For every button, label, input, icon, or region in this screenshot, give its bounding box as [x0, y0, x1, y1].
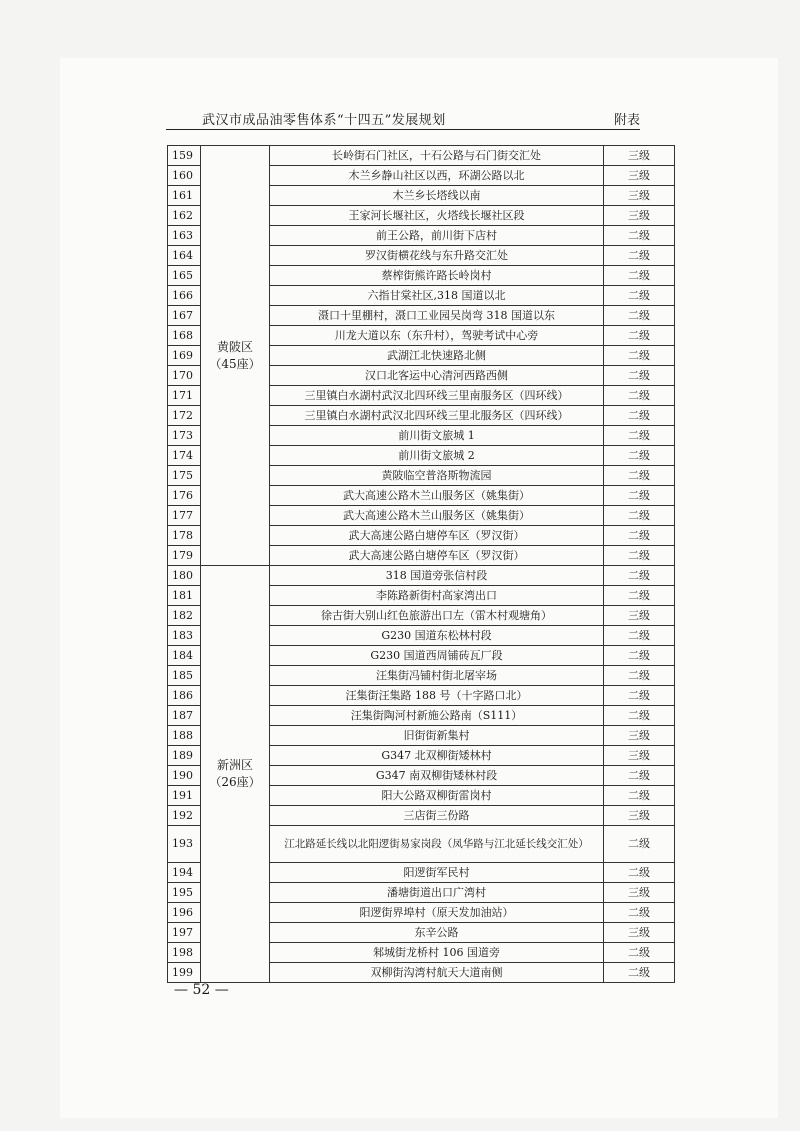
level-cell: 二级	[604, 863, 675, 883]
level-cell: 二级	[604, 566, 675, 586]
level-cell: 二级	[604, 903, 675, 923]
level-cell: 二级	[604, 706, 675, 726]
row-number: 160	[168, 166, 201, 186]
row-number: 167	[168, 306, 201, 326]
row-number: 172	[168, 406, 201, 426]
row-number: 181	[168, 586, 201, 606]
location-cell: 汪集街冯铺村街北屠宰场	[270, 666, 604, 686]
level-cell: 二级	[604, 546, 675, 566]
row-number: 169	[168, 346, 201, 366]
location-cell: 318 国道旁张信村段	[270, 566, 604, 586]
location-cell: G347 北双柳街矮林村	[270, 746, 604, 766]
level-cell: 二级	[604, 786, 675, 806]
location-cell: 蔡榨街熊许路长岭岗村	[270, 266, 604, 286]
row-number: 173	[168, 426, 201, 446]
level-cell: 二级	[604, 266, 675, 286]
location-cell: 前川街文旅城 2	[270, 446, 604, 466]
location-cell: 三里镇白水湖村武汉北四环线三里北服务区（四环线）	[270, 406, 604, 426]
level-cell: 二级	[604, 226, 675, 246]
location-cell: G347 南双柳街矮林村段	[270, 766, 604, 786]
location-cell: 前王公路，前川街下店村	[270, 226, 604, 246]
level-cell: 二级	[604, 826, 675, 863]
level-cell: 二级	[604, 406, 675, 426]
location-cell: 木兰乡静山社区以西，环湖公路以北	[270, 166, 604, 186]
level-cell: 二级	[604, 943, 675, 963]
row-number: 186	[168, 686, 201, 706]
row-number: 175	[168, 466, 201, 486]
row-number: 196	[168, 903, 201, 923]
level-cell: 二级	[604, 286, 675, 306]
location-cell: 武大高速公路木兰山服务区（姚集街）	[270, 506, 604, 526]
station-table	[167, 145, 675, 983]
level-cell: 二级	[604, 766, 675, 786]
row-number: 165	[168, 266, 201, 286]
row-number: 162	[168, 206, 201, 226]
row-number: 188	[168, 726, 201, 746]
row-number: 185	[168, 666, 201, 686]
level-cell: 二级	[604, 506, 675, 526]
location-cell: 汪集街汪集路 188 号（十字路口北）	[270, 686, 604, 706]
location-cell: 长岭街石门社区，十石公路与石门街交汇处	[270, 146, 604, 166]
location-cell: 武湖江北快速路北侧	[270, 346, 604, 366]
table-row	[168, 566, 675, 586]
row-number: 163	[168, 226, 201, 246]
location-cell: 东辛公路	[270, 923, 604, 943]
row-number: 182	[168, 606, 201, 626]
location-cell: 川龙大道以东（东升村），驾驶考试中心旁	[270, 326, 604, 346]
location-cell: G230 国道西周铺砖瓦厂段	[270, 646, 604, 666]
row-number: 184	[168, 646, 201, 666]
row-number: 178	[168, 526, 201, 546]
location-cell: 邾城街龙桥村 106 国道旁	[270, 943, 604, 963]
level-cell: 三级	[604, 186, 675, 206]
location-cell: 武大高速公路白塘停车区（罗汉街）	[270, 526, 604, 546]
level-cell: 三级	[604, 206, 675, 226]
level-cell: 二级	[604, 586, 675, 606]
location-cell: 旧街街新集村	[270, 726, 604, 746]
row-number: 179	[168, 546, 201, 566]
district-name: 黄陂区	[216, 339, 253, 354]
row-number: 177	[168, 506, 201, 526]
level-cell: 二级	[604, 366, 675, 386]
location-cell: 武大高速公路白塘停车区（罗汉街）	[270, 546, 604, 566]
location-cell: 六指甘棠社区,318 国道以北	[270, 286, 604, 306]
row-number: 191	[168, 786, 201, 806]
row-number: 194	[168, 863, 201, 883]
level-cell: 三级	[604, 923, 675, 943]
district-name: 新洲区	[216, 758, 253, 772]
location-cell: 滠口十里棚村，滠口工业园吴岗弯 318 国道以东	[270, 306, 604, 326]
location-cell: 阳逻街界埠村（原天发加油站）	[270, 903, 604, 923]
row-number: 189	[168, 746, 201, 766]
location-cell: 双柳街沟湾村航天大道南侧	[270, 963, 604, 983]
station-table-body	[168, 146, 675, 983]
location-cell: 罗汉街横花线与东升路交汇处	[270, 246, 604, 266]
location-cell: 阳大公路双柳街雷岗村	[270, 786, 604, 806]
row-number: 164	[168, 246, 201, 266]
location-cell: 汪集街陶河村新施公路南（S111）	[270, 706, 604, 726]
district-cell	[201, 146, 270, 566]
location-cell: 阳逻街军民村	[270, 863, 604, 883]
header-title: 武汉市成品油零售体系“十四五”发展规划	[202, 113, 446, 128]
row-number: 187	[168, 706, 201, 726]
location-cell: G230 国道东松林村段	[270, 626, 604, 646]
row-number: 192	[168, 806, 201, 826]
row-number: 190	[168, 766, 201, 786]
row-number: 195	[168, 883, 201, 903]
row-number: 176	[168, 486, 201, 506]
row-number: 199	[168, 963, 201, 983]
level-cell: 二级	[604, 386, 675, 406]
level-cell: 三级	[604, 726, 675, 746]
level-cell: 二级	[604, 963, 675, 983]
row-number: 180	[168, 566, 201, 586]
location-cell: 李陈路新街村高家湾出口	[270, 586, 604, 606]
level-cell: 三级	[604, 166, 675, 186]
location-cell: 三里镇白水湖村武汉北四环线三里南服务区（四环线）	[270, 386, 604, 406]
level-cell: 二级	[604, 306, 675, 326]
row-number: 197	[168, 923, 201, 943]
table-row	[168, 146, 675, 166]
row-number: 159	[168, 146, 201, 166]
level-cell: 三级	[604, 806, 675, 826]
location-cell: 徐古街大别山红色旅游出口左（雷木村观塘角）	[270, 606, 604, 626]
level-cell: 二级	[604, 486, 675, 506]
level-cell: 二级	[604, 666, 675, 686]
row-number: 174	[168, 446, 201, 466]
page-number: — 52 —	[174, 982, 229, 998]
level-cell: 三级	[604, 746, 675, 766]
header-rule	[166, 129, 640, 130]
level-cell: 二级	[604, 246, 675, 266]
row-number: 198	[168, 943, 201, 963]
level-cell: 三级	[604, 883, 675, 903]
location-cell: 江北路延长线以北阳逻街易家岗段（凤华路与江北延长线交汇处）	[270, 826, 604, 863]
header-appendix-label: 附表	[614, 113, 641, 128]
level-cell: 二级	[604, 326, 675, 346]
level-cell: 三级	[604, 606, 675, 626]
level-cell: 二级	[604, 346, 675, 366]
location-cell: 汉口北客运中心清河西路西侧	[270, 366, 604, 386]
row-number: 183	[168, 626, 201, 646]
level-cell: 二级	[604, 646, 675, 666]
level-cell: 二级	[604, 426, 675, 446]
row-number: 161	[168, 186, 201, 206]
row-number: 171	[168, 386, 201, 406]
row-number: 193	[168, 826, 201, 863]
location-cell: 潘塘街道出口广湾村	[270, 883, 604, 903]
location-cell: 黄陂临空普洛斯物流园	[270, 466, 604, 486]
level-cell: 二级	[604, 526, 675, 546]
level-cell: 三级	[604, 146, 675, 166]
level-cell: 二级	[604, 686, 675, 706]
level-cell: 二级	[604, 466, 675, 486]
location-cell: 三店街三份路	[270, 806, 604, 826]
location-cell: 王家河长堰社区，火塔线长堰社区段	[270, 206, 604, 226]
district-count: （45座）	[209, 356, 261, 371]
row-number: 168	[168, 326, 201, 346]
level-cell: 二级	[604, 626, 675, 646]
row-number: 170	[168, 366, 201, 386]
row-number: 166	[168, 286, 201, 306]
district-cell	[201, 566, 270, 983]
location-cell: 木兰乡长塔线以南	[270, 186, 604, 206]
location-cell: 前川街文旅城 1	[270, 426, 604, 446]
location-cell: 武大高速公路木兰山服务区（姚集街）	[270, 486, 604, 506]
level-cell: 二级	[604, 446, 675, 466]
district-count: （26座）	[209, 775, 261, 789]
